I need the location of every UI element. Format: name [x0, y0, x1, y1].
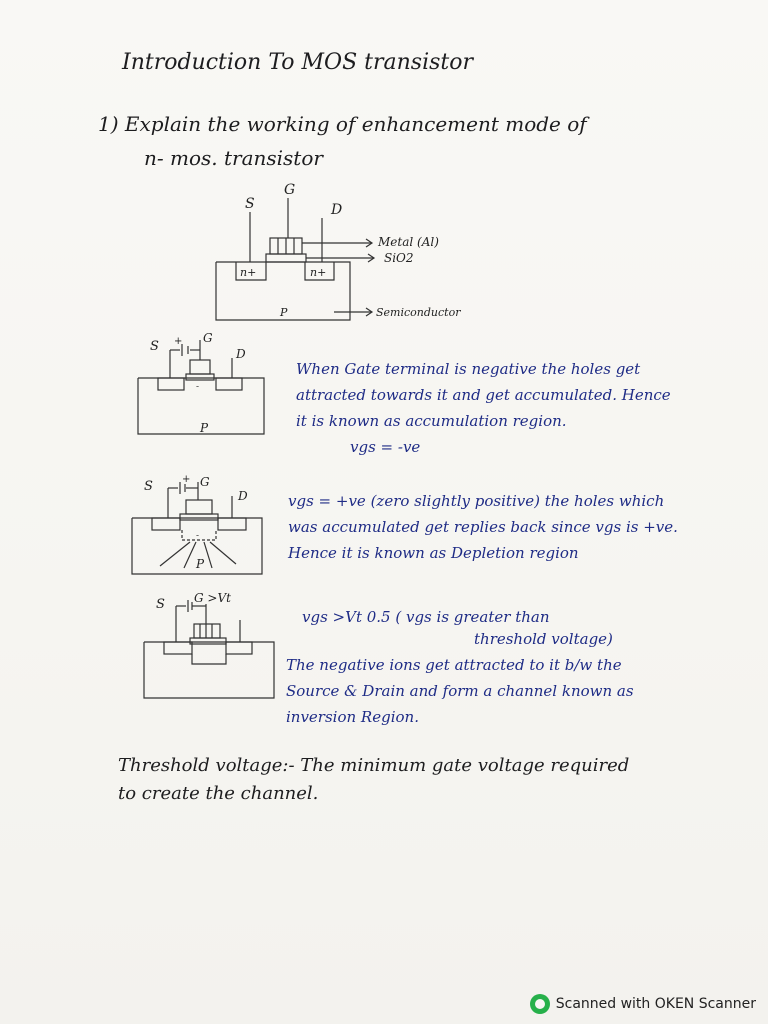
inversion-text: The negative ions get attracted to it b/w the Source & Drain and form a channel known as inversion Region. [286, 656, 634, 726]
label-substrate: P [280, 306, 288, 319]
dep-label-s: S [144, 479, 153, 494]
label-g: G [284, 182, 296, 198]
accumulation-text: When Gate terminal is negative the holes get attracted towards it and get accumulated. Hence it is known as accumulation region. [296, 360, 671, 430]
oxide-layer [266, 254, 306, 262]
depletion-note: vgs = +ve (zero slightly positive) the holes which was accumulated get replies back since vgs is +ve. Hence it is known as Depletion region [288, 492, 678, 562]
scanner-watermark [530, 994, 756, 1014]
threshold-definition: Threshold voltage:- The minimum gate voltage required to create the channel. [118, 755, 630, 804]
accumulation-note [296, 356, 676, 460]
scanner-text: Scanned with OKEN Scanner [555, 996, 756, 1012]
inv-label-s: S [156, 597, 165, 612]
acc-minus: - [196, 382, 200, 392]
dep-label-p: P [196, 557, 205, 571]
acc-label-d: D [236, 347, 246, 361]
dep-plus: + [182, 474, 191, 485]
label-oxide: SiO2 [384, 251, 414, 265]
inversion-note [286, 604, 676, 730]
label-d: D [331, 202, 343, 218]
accumulation-equation: vgs = -ve [350, 438, 421, 456]
inversion-diagram [144, 600, 274, 698]
dep-label-d: D [238, 489, 248, 503]
inversion-line-2: threshold voltage) [474, 630, 613, 648]
page-title: Introduction To MOS transistor [122, 50, 474, 75]
question-line-2: n- mos. transistor [144, 146, 323, 170]
acc-plus: + [174, 336, 183, 347]
inversion-line-1: vgs >Vt 0.5 ( vgs is greater than [302, 608, 550, 626]
dep-label-g: G [200, 475, 210, 489]
label-metal: Metal (Al) [378, 235, 439, 249]
acc-label-p: P [200, 421, 209, 435]
label-semiconductor: Semiconductor [376, 306, 461, 319]
scanner-logo-icon [530, 994, 550, 1014]
inv-label-g: G >Vt [194, 591, 231, 605]
acc-label-g: G [203, 331, 213, 345]
acc-label-s: S [150, 339, 159, 354]
dep-minus: - [196, 531, 200, 541]
label-n-right: n+ [310, 266, 327, 279]
label-n-left: n+ [240, 266, 257, 279]
label-s: S [245, 196, 255, 212]
question-line-1: 1) Explain the working of enhancement mode of [98, 112, 587, 136]
